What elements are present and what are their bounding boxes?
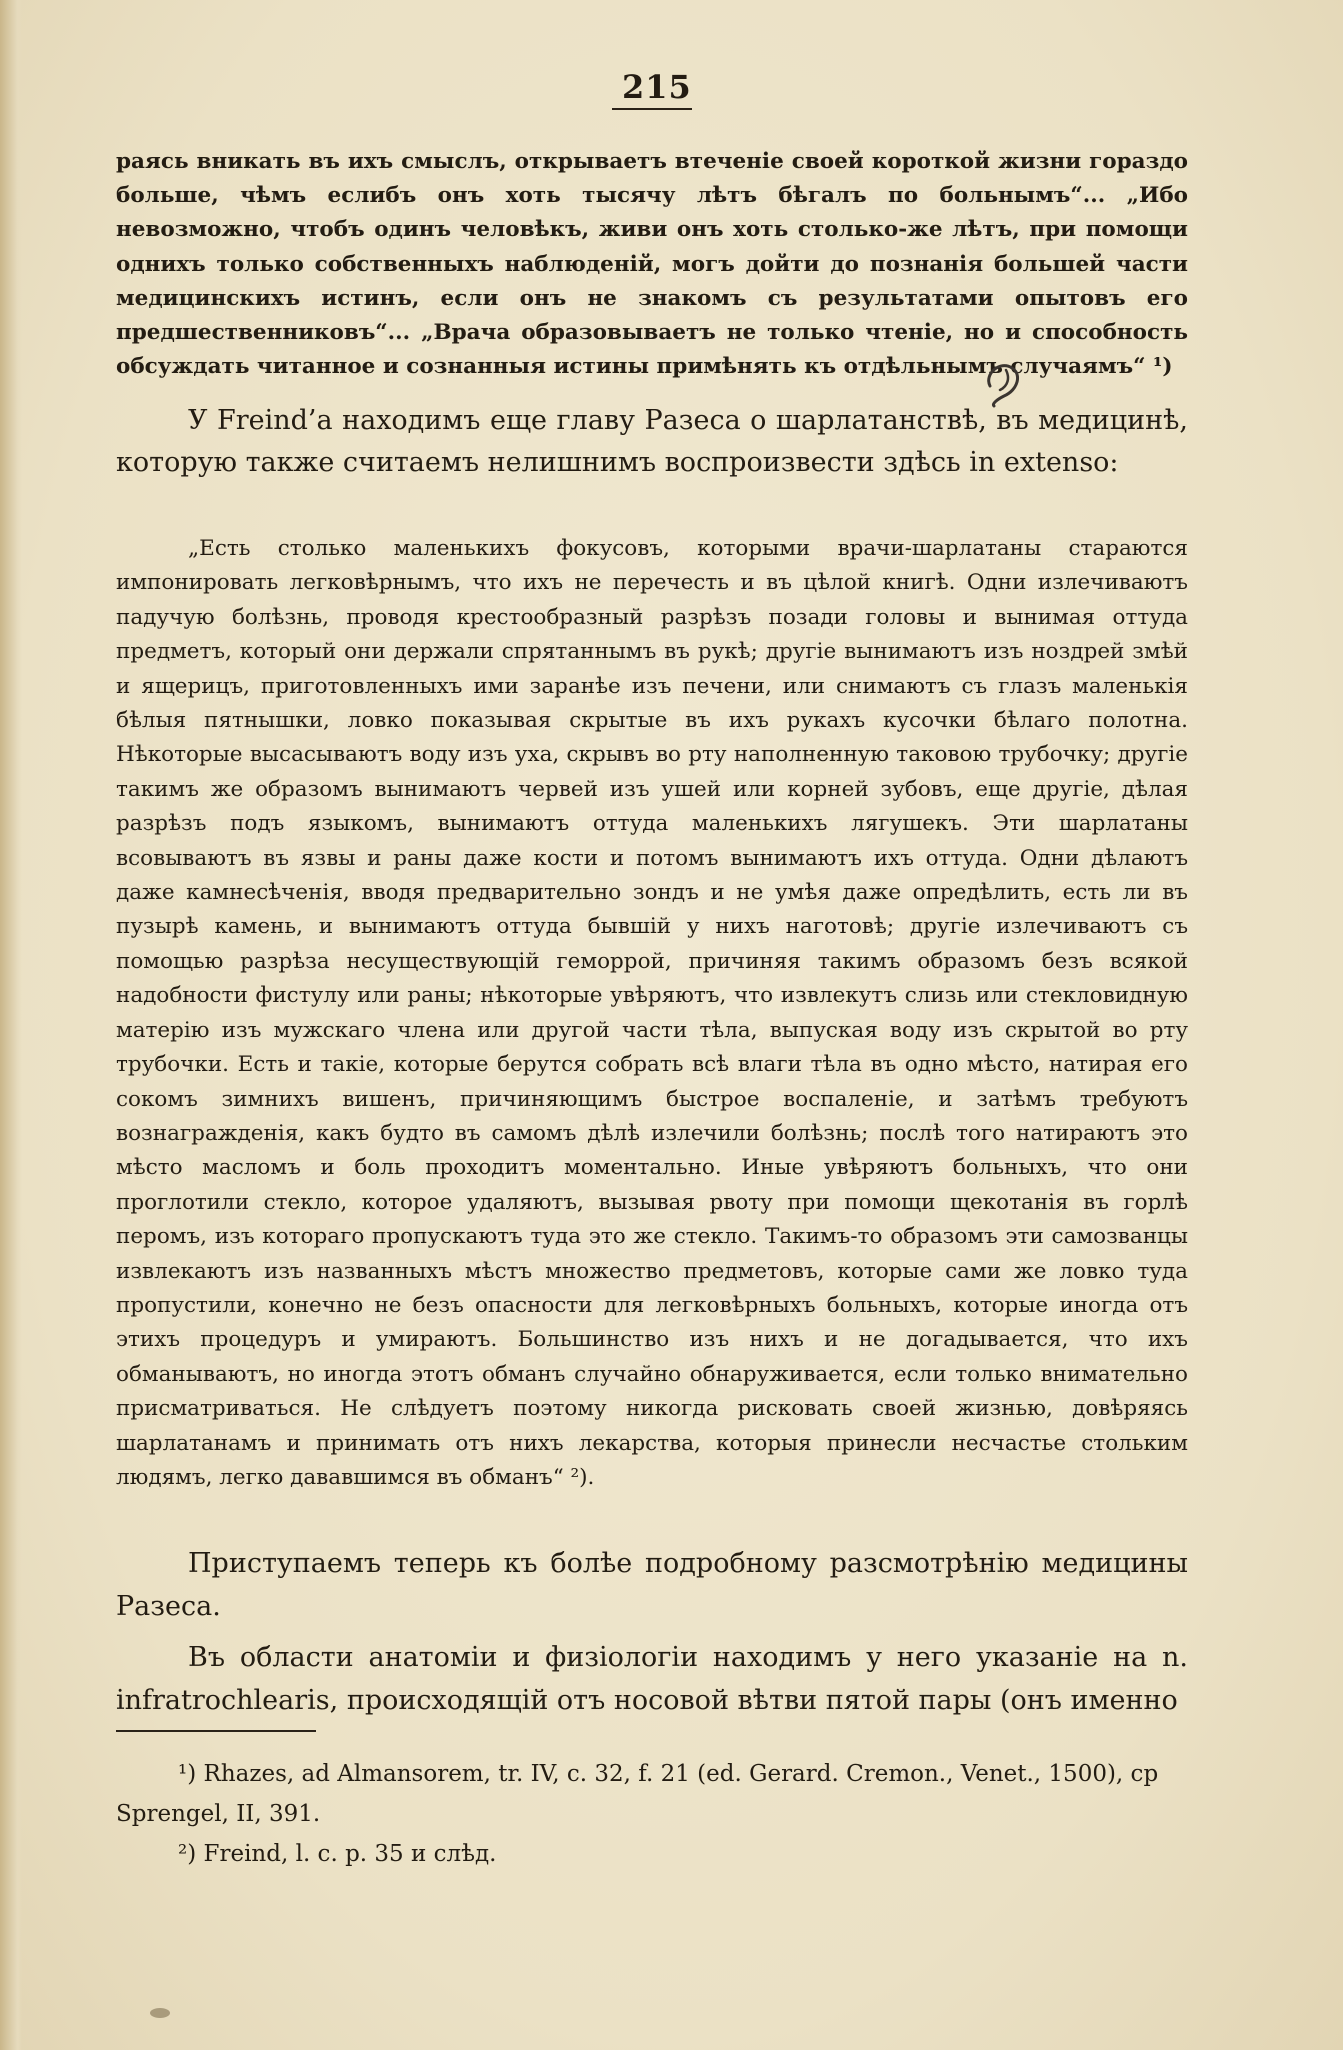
- paragraph-text: Приступаемъ теперь къ болѣе подробному разсмотрѣнію медицины Разеса.: [116, 1548, 1188, 1622]
- paragraph-text: Въ области анатоміи и физіологіи находимъ у него указаніе на n. infratrochlearis, происходящій отъ носовой вѣтви пятой пары (онъ именно: [116, 1642, 1188, 1716]
- block-quote: [116, 532, 1188, 1495]
- paragraph-text: раясь вникать въ ихъ смыслъ, открываетъ втеченіе своей короткой жизни гораздо больше, чѣмъ еслибъ онъ хоть тысячу лѣтъ бѣгалъ по больнымъ“... „Ибо невозможно, чтобъ одинъ человѣкъ, живи онъ хоть столько-же лѣтъ, при помощи однихъ только собственныхъ наблюденій, могъ дойти до познанія большей части медицинскихъ истинъ, если онъ не знакомъ съ результатами опытовъ его предшественниковъ“... „Врача образовываетъ не только чтеніе, но и способность обсуждать читанное и сознанныя истины примѣнять къ отдѣльнымъ случаямъ“ ¹): [116, 149, 1188, 380]
- footnote-separator: [116, 1730, 316, 1732]
- footnotes: [116, 1754, 1188, 1874]
- continued-paragraph: [116, 145, 1188, 384]
- footnote: ¹) Rhazes, ad Almansorem, tr. IV, c. 32, f. 21 (ed. Gerard. Cremon., Venet., 1500), cp Sprengel, II, 391.: [116, 1761, 1159, 1827]
- quote-text: „Есть столько маленькихъ фокусовъ, которыми врачи-шарлатаны стараются импонировать легковѣрнымъ, что ихъ не перечесть и въ цѣлой книгѣ. Одни излечиваютъ падучую болѣзнь, проводя крестообразный разрѣзъ позади головы и вынимая оттуда предметъ, который они держали спрятаннымъ въ рукѣ; другіе вынимаютъ изъ ноздрей змѣй и ящерицъ, приготовленныхъ ими заранѣе изъ печени, или снимаютъ съ глазъ маленькія бѣлыя пятнышки, ловко показывая скрытые въ ихъ рукахъ кусочки бѣлаго полотна. Нѣкоторые высасываютъ воду изъ уха, скрывъ во рту наполненную таковою трубочку; другіе такимъ же образомъ вынимаютъ червей изъ ушей или корней зубовъ, еще другіе, дѣлая разрѣзъ подъ языкомъ, вынимаютъ оттуда маленькихъ лягушекъ. Эти шарлатаны всовываютъ въ язвы и раны даже кости и потомъ вынимаютъ ихъ оттуда. Одни дѣлаютъ даже камнесѣченія, вводя предварительно зондъ и не умѣя даже опредѣлить, есть ли въ пузырѣ камень, и вынимаютъ оттуда бывшій у нихъ наготовѣ; другіе излечиваютъ съ помощью разрѣза несуществующій геморрой, причиняя такимъ образомъ безъ всякой надобности фистулу или раны; нѣкоторые увѣряютъ, что извлекутъ слизь или стекловидную матерію изъ мужскаго члена или другой части тѣла, выпуская воду изъ скрытой во рту трубочки. Есть и такіе, которые берутся собрать всѣ влаги тѣла въ одно мѣсто, натирая его сокомъ зимнихъ вишенъ, причиняющимъ быстрое воспаленіе, и затѣмъ требуютъ вознагражденія, какъ будто въ самомъ дѣлѣ излечили болѣзнь; послѣ того натираютъ это мѣсто масломъ и боль проходитъ моментально. Иные увѣряютъ больныхъ, что они проглотили стекло, которое удаляютъ, вызывая рвоту при помощи щекотанія въ горлѣ перомъ, изъ котораго пропускаютъ туда это же стекло. Такимъ-то образомъ эти самозванцы извлекаютъ изъ названныхъ мѣстъ множество предметовъ, которые сами же ловко туда пропустили, конечно не безъ опасности для легковѣрныхъ больныхъ, которые иногда отъ этихъ процедуръ и умираютъ. Большинство изъ нихъ и не догадывается, что ихъ обманываютъ, но иногда этотъ обманъ случайно обнаруживается, если только внимательно присматриваться. Не слѣдуетъ поэтому никогда рисковать своей жизнью, довѣряясь шарлатанамъ и принимать отъ нихъ лекарства, которыя принесли несчастье стольким людямъ, легко дававшимся въ обманъ“ ²).: [116, 536, 1188, 1490]
- paragraph-text: У Freind’а находимъ еще главу Разеса о шарлатанствѣ, въ медицинѣ, которую также считаемъ нелишнимъ воспроизвести здѣсь in extenso:: [116, 405, 1188, 478]
- page-number-underline: [612, 108, 692, 110]
- page-spine-shadow: [0, 0, 22, 2050]
- ink-smudge: [150, 2008, 170, 2018]
- intro-paragraph: [116, 400, 1188, 484]
- body-paragraphs: [116, 1542, 1188, 1722]
- page-number: 215: [622, 68, 692, 106]
- footnote: ²) Freind, l. c. p. 35 и слѣд.: [178, 1841, 497, 1867]
